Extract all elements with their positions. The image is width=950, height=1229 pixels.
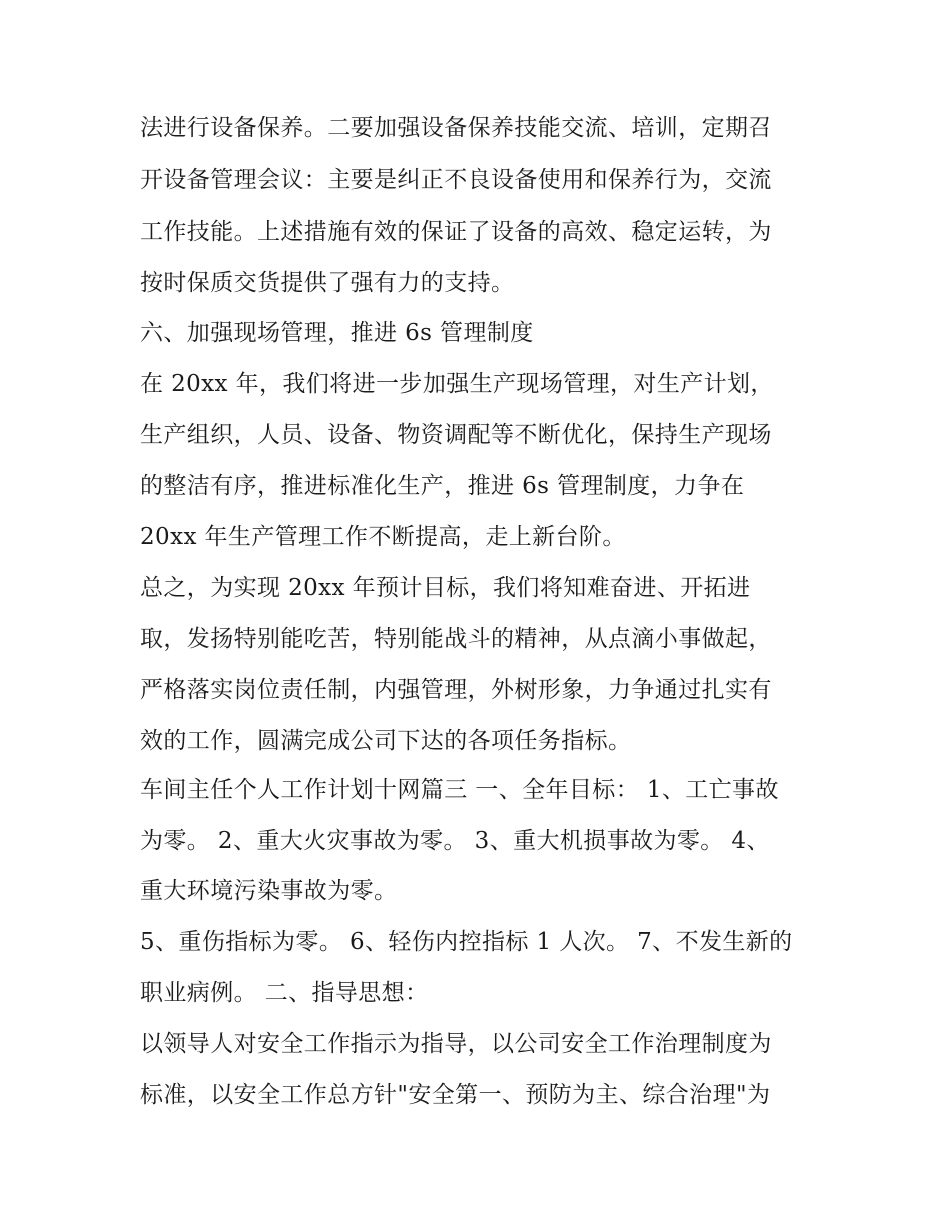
text-line: 车间主任个人工作计划十网篇三 一、全年目标： 1、工亡事故 (140, 777, 779, 803)
text-line: 的整洁有序，推进标准化生产，推进 6s 管理制度，力争在 (140, 473, 745, 499)
text-line: 总之，为实现 20xx 年预计目标，我们将知难奋进、开拓进 (140, 575, 751, 601)
section-heading: 六、加强现场管理，推进 6s 管理制度 (140, 320, 534, 346)
text-line: 工作技能。上述措施有效的保证了设备的高效、稳定运转，为 (140, 219, 772, 245)
text-line: 取，发扬特别能吃苦，特别能战斗的精神，从点滴小事做起， (140, 626, 772, 652)
text-line: 职业病例。 二、指导思想： (140, 980, 429, 1006)
text-line: 严格落实岗位责任制，内强管理，外树形象，力争通过扎实有 (140, 677, 772, 703)
text-line: 在 20xx 年，我们将进一步加强生产现场管理，对生产计划， (140, 371, 774, 397)
text-line: 20xx 年生产管理工作不断提高，走上新台阶。 (140, 524, 626, 550)
text-line: 重大环境污染事故为零。 (140, 878, 398, 904)
text-line: 5、重伤指标为零。 6、轻伤内控指标 1 人次。 7、不发生新的 (140, 929, 793, 955)
text-line: 开设备管理会议：主要是纠正不良设备使用和保养行为，交流 (140, 167, 772, 193)
text-line: 以领导人对安全工作指示为指导，以公司安全工作治理制度为 (140, 1031, 772, 1057)
text-line: 为零。 2、重大火灾事故为零。 3、重大机损事故为零。 4、 (140, 828, 770, 854)
text-line: 法进行设备保养。二要加强设备保养技能交流、培训，定期召 (140, 115, 772, 141)
text-line: 效的工作，圆满完成公司下达的各项任务指标。 (140, 728, 632, 754)
text-line: 生产组织，人员、设备、物资调配等不断优化，保持生产现场 (140, 422, 772, 448)
text-line: 标准，以安全工作总方针"安全第一、预防为主、综合治理"为 (140, 1082, 771, 1108)
text-line: 按时保质交货提供了强有力的支持。 (140, 270, 515, 296)
